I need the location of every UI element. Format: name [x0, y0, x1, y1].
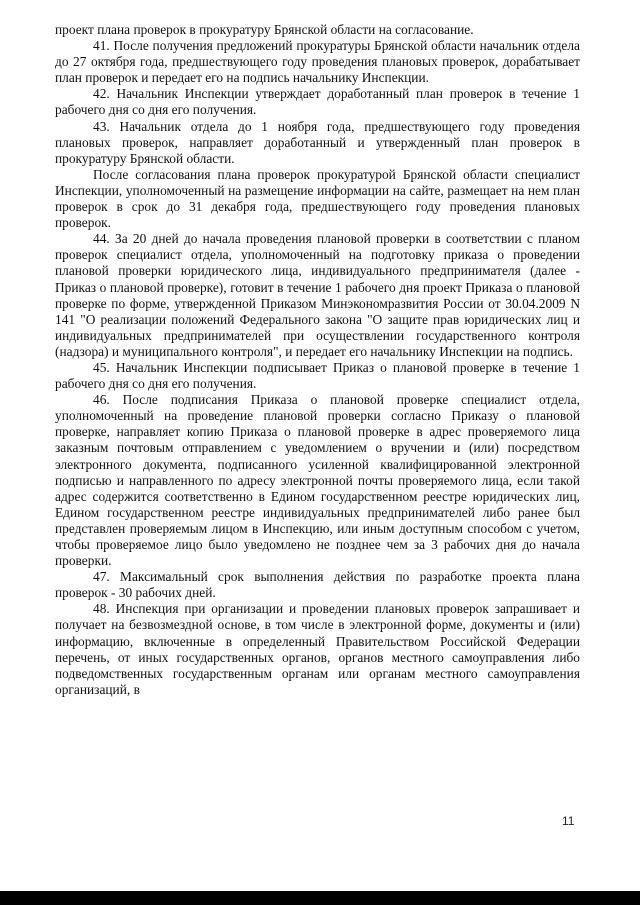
paragraph-43: 43. Начальник отдела до 1 ноября года, предшествующего году проведения плановых проверок, направляет доработанный и утвержденный план проверок в прокуратуру Брянской области. — [55, 118, 580, 166]
page-number: 11 — [562, 814, 575, 828]
paragraph-42: 42. Начальник Инспекции утверждает доработанный план проверок в течение 1 рабочего дня со дня его получения. — [55, 86, 580, 118]
paragraph-48: 48. Инспекция при организации и проведении плановых проверок запрашивает и получает на безвозмездной основе, в том числе в электронной форме, документы и (или) информацию, включенные в определенный Правительством Российской Федерации перечень, от иных государственных органов, органов местного самоуправления либо подведомственных государственным органам или органам местного самоуправления организаций, в — [55, 601, 580, 697]
paragraph-45: 45. Начальник Инспекции подписывает Приказ о плановой проверке в течение 1 рабочего дня со дня его получения. — [55, 359, 580, 392]
paragraph-continuation: проект плана проверок в прокуратуру Брянской области на согласование. — [55, 22, 474, 37]
paragraph-44: 44. За 20 дней до начала проведения плановой проверки в соответствии с планом проверок специалист отдела, уполномоченный на подготовку приказа о проведении плановой проверки юридического лица, индивидуального предпринимателя (далее - Приказ о плановой проверке), готовит в течение 1 рабочего дня проект Приказа о плановой проверке по форме, утвержденной Приказом Минэкономразвития России от 30.04.2009 N 141 "О реализации положений Федерального закона "О защите прав юридических лиц и индивидуальных предпринимателей при осуществлении государственного контроля (надзора) и муниципального контроля", и передает его начальнику Инспекции на подпись. — [55, 231, 580, 359]
paragraph-41: 41. После получения предложений прокуратуры Брянской области начальник отдела до 27 октября года, предшествующего году проведения плановых проверок, дорабатывает план проверок и передает его на подпись начальнику Инспекции. — [55, 38, 580, 86]
paragraph-43-continued: После согласования плана проверок прокуратурой Брянской области специалист Инспекции, уполномоченный на размещение информации на сайте, размещает на нем план проверок в срок до 31 декабря года, предшествующего году проведения плановых проверок. — [55, 166, 580, 231]
paragraph-47: 47. Максимальный срок выполнения действия по разработке проекта плана проверок - 30 рабочих дней. — [55, 569, 580, 601]
document-body — [55, 22, 580, 698]
scan-bottom-border — [0, 891, 640, 905]
paragraph-46: 46. После подписания Приказа о плановой проверке специалист отдела, уполномоченный на проведение плановой проверки согласно Приказу о плановой проверке, направляет копию Приказа о плановой проверке в адрес проверяемого лица заказным почтовым отправлением с уведомлением о вручении и (или) посредством электронного документа, подписанного усиленной квалифицированной электронной подписью и направленного по адресу электронной почты проверяемого лица, если такой адрес содержится соответственно в Едином государственном реестре юридических лиц, Едином государственном реестре индивидуальных предпринимателей либо ранее был представлен проверяемым лицом в Инспекцию, или иным доступным способом с учетом, чтобы проверяемое лицо было уведомлено не позднее чем за 3 рабочих дня до начала проверки. — [55, 392, 580, 569]
